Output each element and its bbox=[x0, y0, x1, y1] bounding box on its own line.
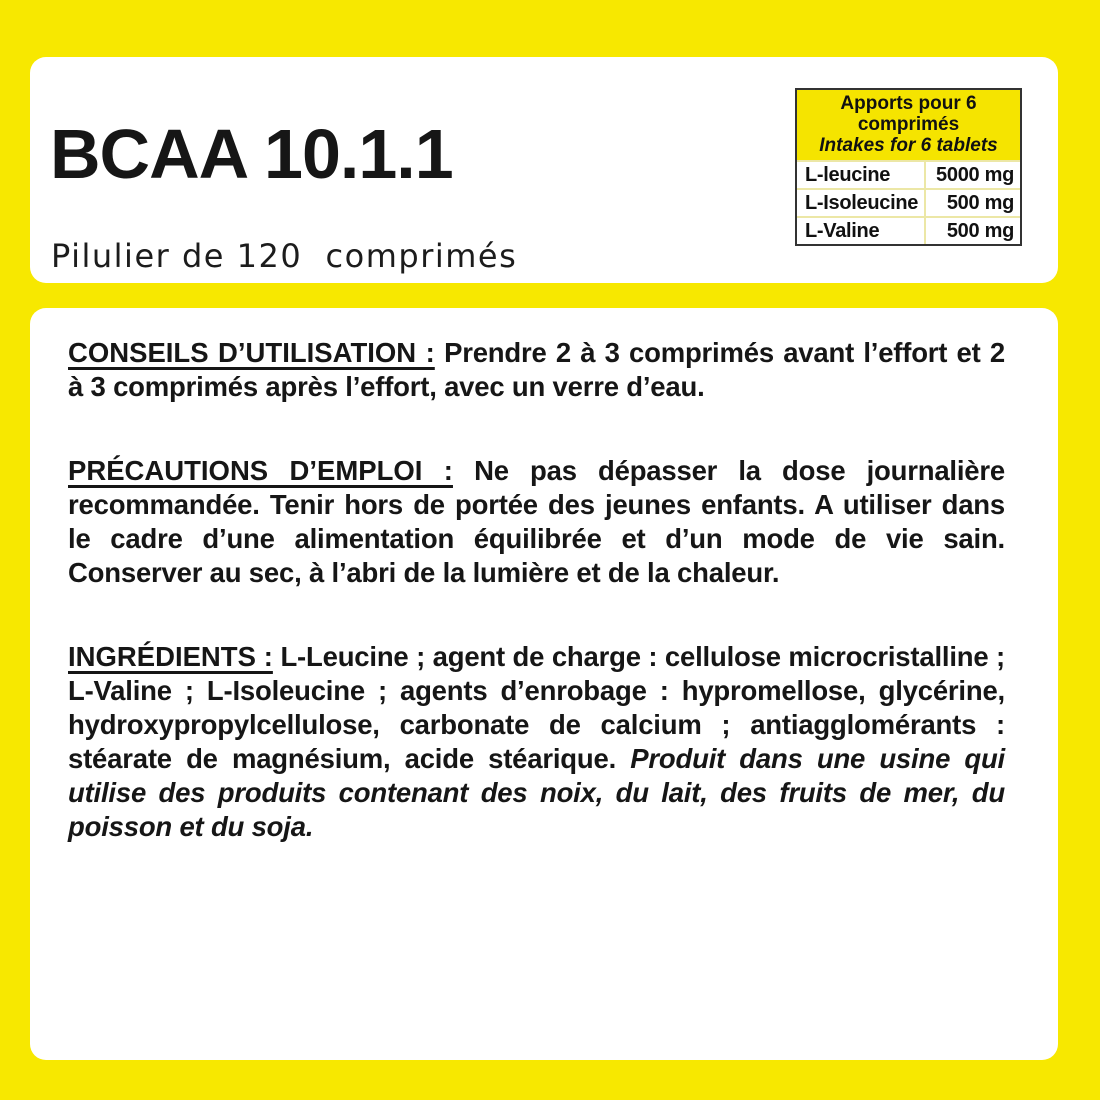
ingredients-text: L-Leucine ; agent de charge : cellulose microcristalline ; L-Valine ; L-Isoleucine ; agents d’enrobage : hypromellose, glycérine, hydroxypropylcellulose, carbonate de calcium ; antiagglomérants : stéarate de magnésium, acide stéarique. bbox=[68, 641, 1005, 774]
allergen-note: Produit dans une usine qui utilise des produits contenant des noix, du lait, des fruits de mer, du poisson et du soja. bbox=[68, 743, 1005, 842]
nutrient-name: L-leucine bbox=[797, 162, 926, 188]
usage-label: CONSEILS D’UTILISATION : bbox=[68, 337, 435, 368]
header-card bbox=[30, 57, 1058, 283]
nutrition-table-header bbox=[797, 90, 1020, 160]
nutrition-header-en: Intakes for 6 tablets bbox=[819, 135, 998, 156]
ingredients-section bbox=[68, 640, 1005, 844]
nutrient-amount: 500 mg bbox=[946, 219, 1014, 242]
product-subtitle: Pilulier de 120 comprimés bbox=[51, 237, 518, 275]
nutrition-header-fr: Apports pour 6 comprimés bbox=[840, 93, 977, 135]
body-card bbox=[30, 308, 1058, 1060]
ingredients-label: INGRÉDIENTS : bbox=[68, 641, 273, 672]
table-row bbox=[797, 188, 1020, 216]
precautions-text: Ne pas dépasser la dose journalière recommandée. Tenir hors de portée des jeunes enfants. A utiliser dans le cadre d’une alimentation équilibrée et d’un mode de vie sain. Conserver au sec, à l’abri de la lumière et de la chaleur. bbox=[68, 455, 1005, 588]
precautions-section bbox=[68, 454, 1005, 590]
table-row bbox=[797, 216, 1020, 244]
usage-section bbox=[68, 336, 1005, 404]
nutrition-table bbox=[795, 88, 1022, 246]
nutrient-amount: 500 mg bbox=[946, 191, 1014, 214]
precautions-label: PRÉCAUTIONS D’EMPLOI : bbox=[68, 455, 453, 486]
product-title: BCAA 10.1.1 bbox=[50, 114, 453, 193]
nutrient-amount: 5000 mg bbox=[936, 163, 1014, 186]
nutrient-name: L-Valine bbox=[797, 218, 926, 244]
text-area bbox=[68, 308, 1005, 894]
usage-text: Prendre 2 à 3 comprimés avant l’effort et 2 à 3 comprimés après l’effort, avec un verre d’eau. bbox=[68, 337, 1005, 402]
table-row bbox=[797, 160, 1020, 188]
nutrient-name: L-Isoleucine bbox=[797, 190, 926, 216]
